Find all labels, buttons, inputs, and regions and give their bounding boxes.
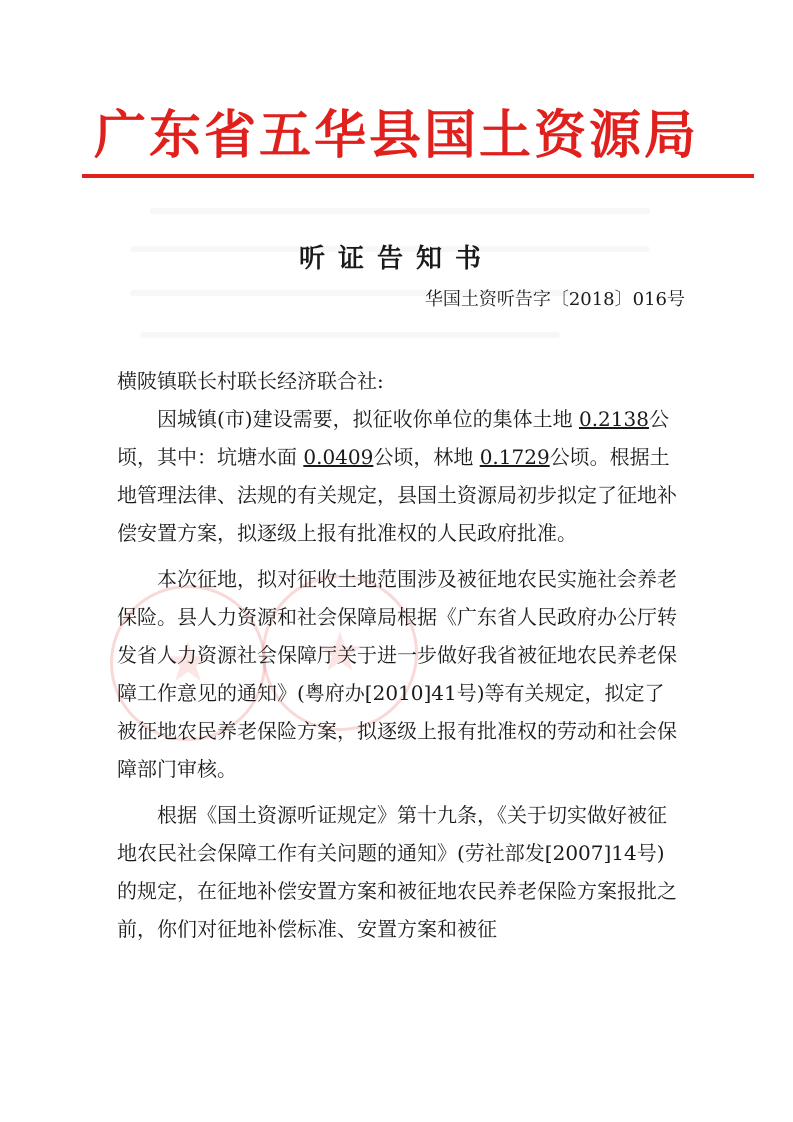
- document-title: 听证告知书: [298, 244, 494, 274]
- land-area-total: 0.2138: [578, 407, 649, 431]
- land-area-pond: 0.0409: [303, 445, 374, 469]
- p1-text-d: 公顷。根据土地管理法律、法规的有关规定，县国土资源局初步拟定了征地补偿安置方案，拟逐级上报有批准权的人民政府批准。: [117, 445, 677, 545]
- p1-text-c: 公顷，林地: [373, 445, 480, 469]
- land-area-forest: 0.1729: [479, 445, 550, 469]
- document-number: 华国土资听告字〔2018〕016号: [424, 289, 685, 310]
- p1-text-b: 公顷，其中：坑塘水面: [117, 407, 669, 469]
- show-through-line: [140, 332, 560, 338]
- paragraph-3: 根据《国土资源听证规定》第十九条，《关于切实做好被征地农民社会保障工作有关问题的通知》(劳社部发[2007]14号)的规定，在征地补偿安置方案和被征地农民养老保险方案报批之前，你们对征地补偿标准、安置方案和被征: [117, 803, 677, 941]
- p1-text-a: 因城镇(市)建设需要，拟征收你单位的集体土地: [157, 407, 579, 431]
- paragraph-1: [117, 400, 682, 552]
- issuing-authority-title: 广东省五华县国土资源局: [93, 105, 699, 166]
- paragraph-2: 本次征地，拟对征收土地范围涉及被征地农民实施社会养老保险。县人力资源和社会保障局根据《广东省人民政府办公厅转发省人力资源社会保障厅关于进一步做好我省被征地农民养老保障工作意见的通知》(粤府办[2010]41号)等有关规定，拟定了被征地农民养老保险方案，拟逐级上报有批准权的劳动和社会保障部门审核。: [117, 567, 677, 781]
- addressee: 横陂镇联长村联长经济联合社:: [117, 369, 384, 393]
- red-header-rule: [82, 174, 754, 178]
- document-body: [117, 362, 682, 956]
- show-through-line: [150, 208, 650, 214]
